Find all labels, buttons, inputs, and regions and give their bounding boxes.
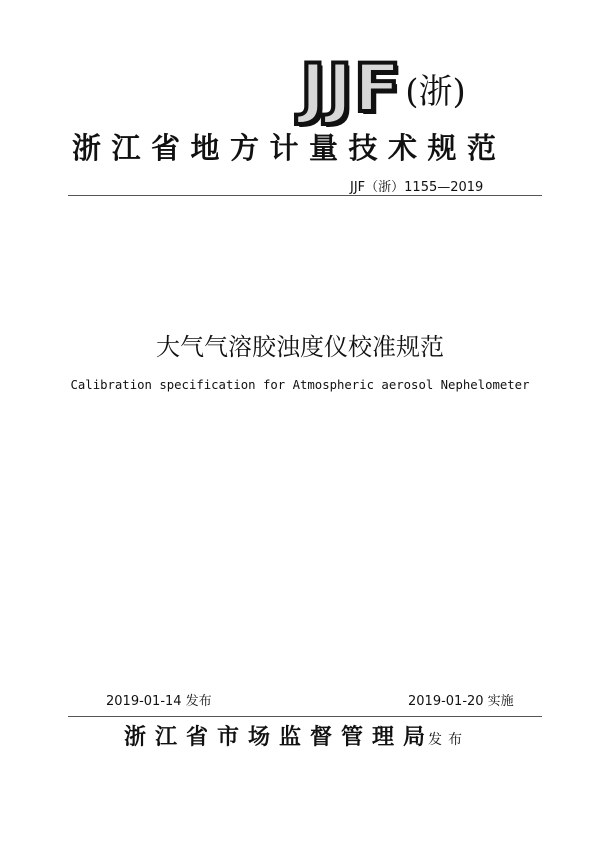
issue-date: 2019-01-14 发布 (106, 694, 212, 709)
org-title: 浙江省地方计量技术规范 (72, 131, 507, 165)
publisher-name: 浙江省市场监督管理局 (124, 724, 435, 750)
bottom-divider (68, 716, 542, 717)
publisher-suffix: 发布 (428, 732, 469, 748)
jjf-logo (300, 50, 466, 127)
standard-number: JJF（浙）1155—2019 (350, 180, 484, 195)
logo-letters: JJF (300, 50, 403, 127)
implementation-date: 2019-01-20 实施 (408, 694, 514, 709)
publisher (124, 720, 468, 751)
document-title-zh: 大气气溶胶浊度仪校准规范 (156, 333, 444, 361)
document-title-en: Calibration specification for Atmospheric aerosol Nephelometer (70, 378, 530, 392)
top-divider (68, 195, 542, 196)
logo-province: (浙) (405, 72, 466, 112)
